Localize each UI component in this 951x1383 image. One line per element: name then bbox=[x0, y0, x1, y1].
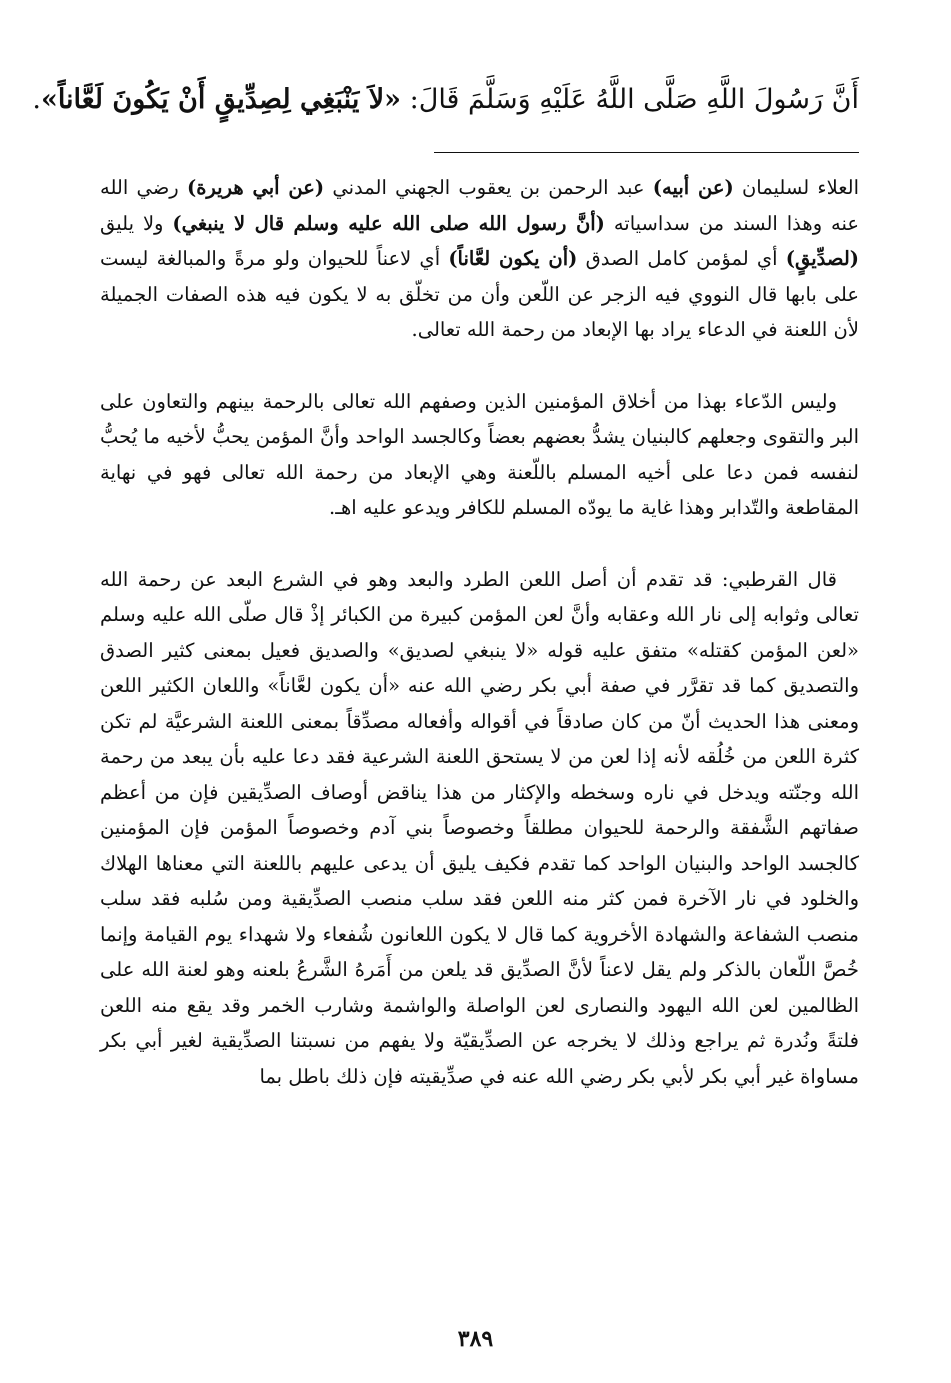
commentary-paragraph-2: وليس الدّعاء بهذا من أخلاق المؤمنين الذين وصفهم الله تعالى بالرحمة بينهم والتعاون على البر والتقوى وجعلهم كالبنيان يشدُّ بعضهم بعضاً وكالجسد الواحد وأنَّ المؤمن يحبُّ لأخيه ما يُحبُّ لنفسه فمن دعا على أخيه المسلم باللّعنة وهي الإبعاد من رحمة الله تعالى فهو في نهاية المقاطعة والتّدابر وهذا غاية ما يودّه المسلم للكافر ويدعو عليه اهـ. bbox=[100, 389, 859, 519]
p1-bold-1: (عن أبيه) bbox=[652, 176, 734, 199]
commentary-paragraph-3: قال القرطبي: قد تقدم أن أصل اللعن الطرد والبعد وهو في الشرع البعد عن رحمة الله تعالى وثوابه إلى نار الله وعقابه وأنَّ لعن المؤمن كبيرة من الكبائر إذْ قال صلّى الله عليه وسلم «لعن المؤمن كقتله» متفق عليه قوله «لا ينبغي لصديق» والصديق فعيل بمعنى كثير الصدق والتصديق كما قد تقرَّر في صفة أبي بكر رضي الله عنه «أن يكون لعَّاناً» واللعان الكثير اللعن ومعنى هذا الحديث أنّ من كان صادقاً في أقواله وأفعاله مصدِّقاً بمعنى اللعنة الشرعيَّة لم تكن كثرة اللعن من خُلُقه لأنه إذا لعن من لا يستحق اللعنة الشرعية فقد دعا عليه بأن يبعد من رحمة الله وجنّته ويدخل في ناره وسخطه والإكثار من هذا يناقض أوصاف الصدِّيقين فإن من أعظم صفاتهم الشَّفقة والرحمة للحيوان مطلقاً وخصوصاً بني آدم وخصوصاً المؤمن فإن المؤمنين كالجسد الواحد والبنيان الواحد كما تقدم فكيف يليق أن يدعى عليهم باللعنة التي معناها الهلاك والخلود في نار الآخرة فمن كثر منه اللعن فقد سلب منصب الصدِّيقية ومن سُلبه فقد سلب منصب الشفاعة والشهادة الأخروية كما قال لا يكون اللعانون شُفعاء ولا شهداء يوم القيامة وإنما خُصَّ اللّعان بالذكر ولم يقل لاعناً لأنَّ الصدِّيق قد يلعن من أَمَرهُ الشَّرعُ بلعنه وهو لعنة الله على الظالمين لعن الله اليهود والنصارى لعن الواصلة والواشمة وشارب الخمر وقد يقع منه اللعن فلتةً ونُدرة ثم يراجع وذلك لا يخرجه عن الصدِّيقيّة ولا يفهم من نسبتنا الصدِّيقية لغير أبي بكر مساواة غير أبي بكر لأبي بكر رضي الله عنه في صدِّيقيته فإن ذلك باطل بما bbox=[100, 567, 859, 1088]
hadith-text bbox=[32, 72, 859, 128]
footnote-divider bbox=[434, 152, 859, 153]
p1-text-6: أي لاعناً للحيوان ولو مرةً والمبالغة ليست على بابها قال النووي فيه الزجر عن اللّعن وأن من تخلّق به لا يكون فيه هذه الصفات الجميلة لأن اللعنة في الدعاء يراد بها الإبعاد من رحمة الله تعالى. bbox=[100, 247, 859, 341]
p1-text-4: ولا يليق bbox=[100, 211, 173, 235]
hadith-quote: «لاَ يَنْبَغِي لِصِدِّيقٍ أَنْ يَكُونَ لَعَّاناً» bbox=[40, 84, 402, 115]
hadith-end: . bbox=[32, 84, 41, 115]
p1-bold-2: (عن أبي هريرة) bbox=[186, 176, 325, 199]
p1-bold-3: (أنَّ رسول الله صلى الله عليه وسلم قال لا ينبغي) bbox=[172, 211, 605, 235]
p1-bold-4: (لصدِّيقٍ) bbox=[785, 247, 859, 270]
commentary-paragraph-1 bbox=[100, 170, 859, 348]
p1-bold-5: (أن يكون لعَّاناً) bbox=[448, 247, 578, 270]
commentary-body bbox=[100, 170, 859, 1094]
p1-text-2: عبد الرحمن بن يعقوب الجهني المدني bbox=[324, 176, 653, 199]
p1-text-1: العلاء لسليمان bbox=[733, 176, 859, 199]
page-number: ٣٨٩ bbox=[457, 1326, 494, 1352]
hadith-intro: أَنَّ رَسُولَ اللَّهِ صَلَّى اللَّهُ عَلَيْهِ وَسَلَّمَ قَالَ: bbox=[401, 84, 859, 115]
p1-text-3: رضي الله عنه وهذا السند من سداسياته bbox=[100, 176, 859, 235]
p1-text-5: أي لمؤمن كامل الصدق bbox=[577, 247, 786, 270]
